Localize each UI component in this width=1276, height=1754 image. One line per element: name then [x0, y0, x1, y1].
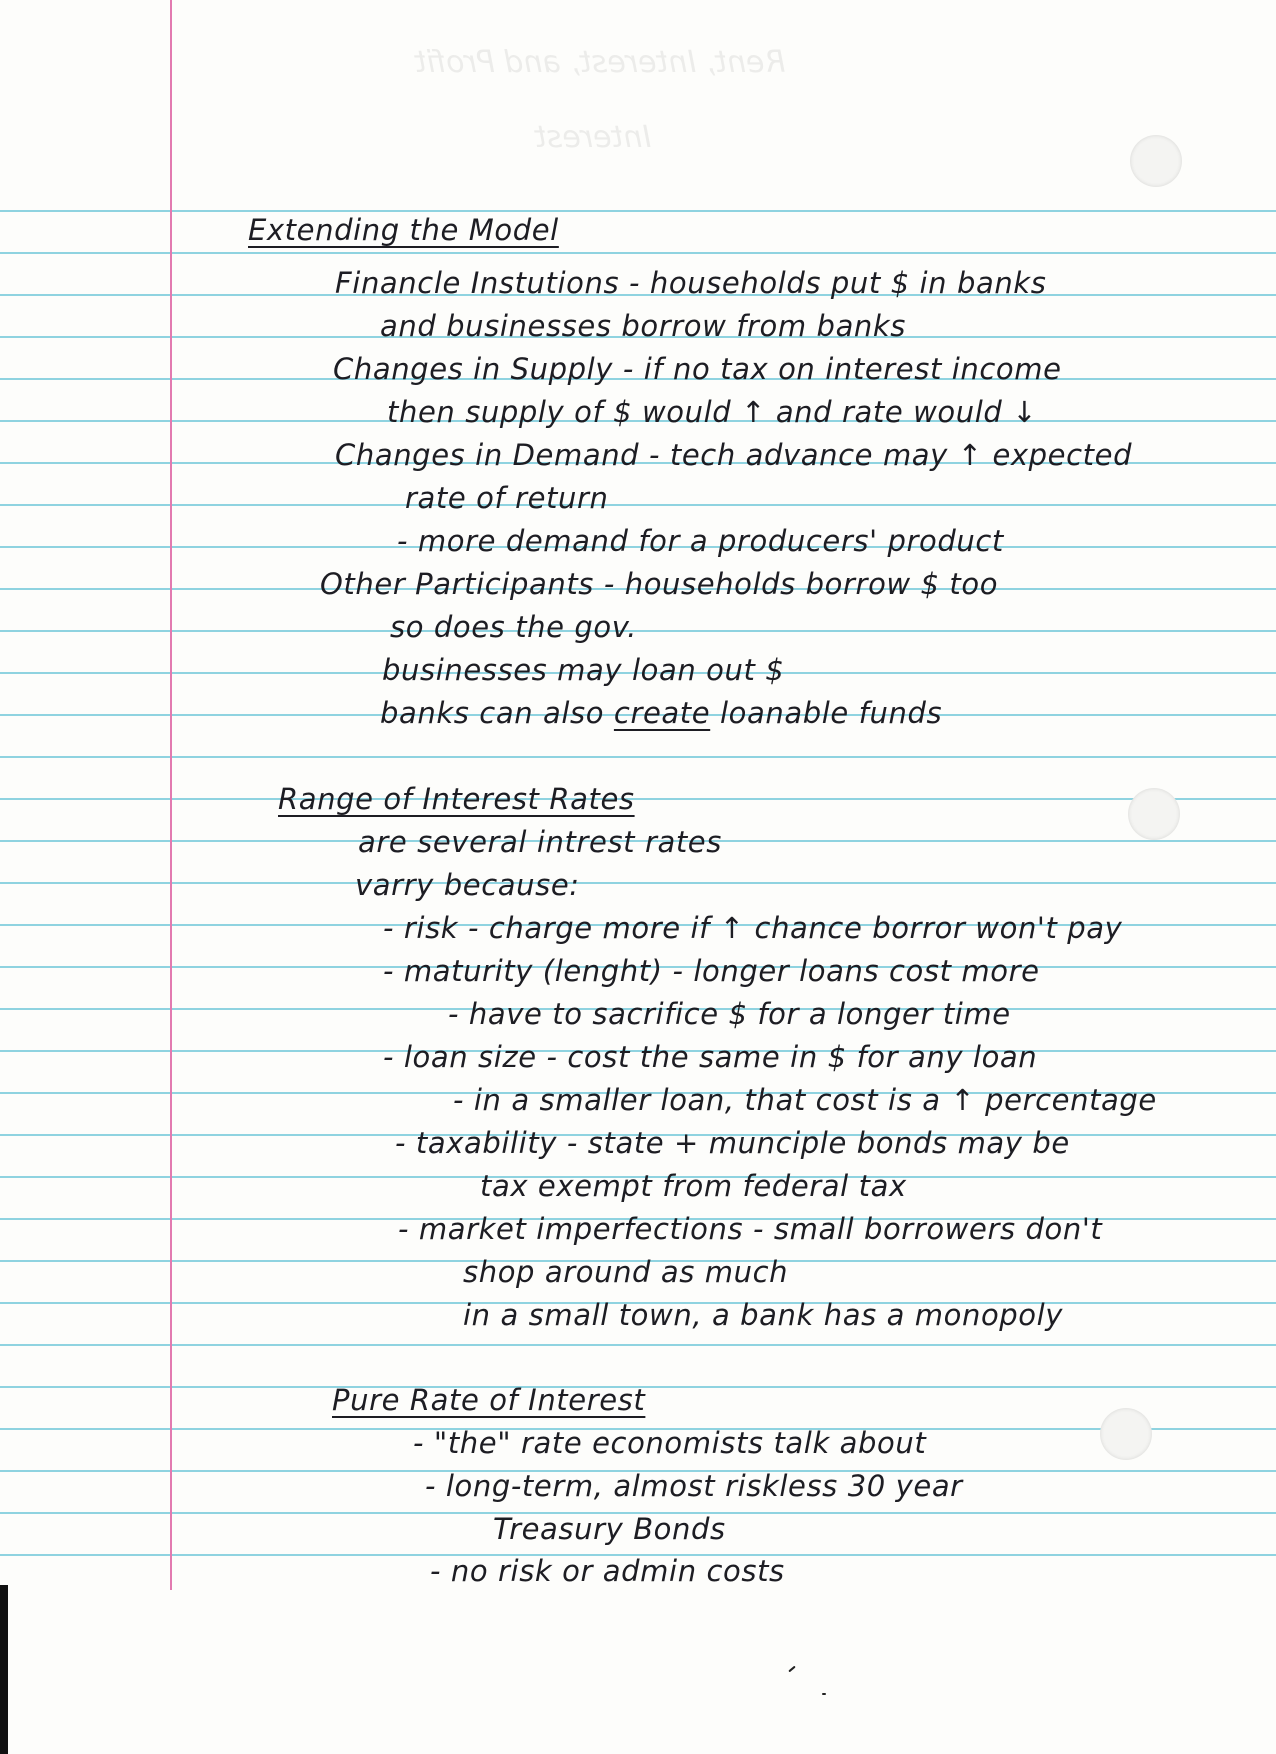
- note-line: tax exempt from federal tax: [480, 1169, 907, 1203]
- underlined-word: create: [613, 696, 711, 730]
- note-line: - risk - charge more if ↑ chance borror won't pay: [383, 911, 1123, 945]
- margin-line: [170, 0, 172, 1590]
- note-line: - loan size - cost the same in $ for any loan: [383, 1040, 1038, 1074]
- note-line: - no risk or admin costs: [430, 1554, 785, 1588]
- binder-hole: [1130, 135, 1182, 187]
- note-line: businesses may loan out $: [382, 653, 785, 687]
- bleed-through-subtitle: Interest: [535, 120, 652, 155]
- note-line: and businesses borrow from banks: [380, 309, 907, 343]
- note-line: - maturity (lenght) - longer loans cost more: [383, 954, 1040, 988]
- note-line: Financle Instutions - households put $ in banks: [335, 266, 1047, 300]
- note-text: loanable funds: [710, 696, 943, 730]
- binder-hole: [1100, 1408, 1152, 1460]
- note-line: so does the gov.: [390, 610, 637, 644]
- note-line: - more demand for a producers' product: [397, 524, 1004, 558]
- note-line: rate of return: [405, 481, 609, 515]
- note-line: [380, 693, 942, 733]
- note-line: varry because:: [355, 868, 580, 902]
- note-line: are several intrest rates: [358, 825, 722, 859]
- note-line: shop around as much: [463, 1255, 789, 1289]
- binder-hole: [1128, 788, 1180, 840]
- note-line: - "the" rate economists talk about: [413, 1426, 927, 1460]
- note-line: - in a smaller loan, that cost is a ↑ percentage: [453, 1083, 1157, 1117]
- bleed-through-title: Rent, Interest, and Profit: [415, 45, 786, 80]
- note-line: in a small town, a bank has a monopoly: [463, 1298, 1064, 1332]
- note-line: Changes in Supply - if no tax on interest income: [333, 352, 1062, 386]
- page-bottom-margin: [0, 1575, 1276, 1754]
- section-heading-extending-model: Extending the Model: [248, 213, 559, 247]
- scan-edge-shadow: [0, 1585, 8, 1754]
- note-line: - have to sacrifice $ for a longer time: [448, 997, 1011, 1031]
- note-line: Treasury Bonds: [493, 1512, 726, 1546]
- section-heading-range-of-rates: Range of Interest Rates: [278, 782, 635, 816]
- note-text: banks can also: [380, 696, 614, 730]
- section-heading-pure-rate: Pure Rate of Interest: [332, 1383, 646, 1417]
- note-line: - long-term, almost riskless 30 year: [425, 1469, 963, 1503]
- note-line: - market imperfections - small borrowers don't: [398, 1212, 1103, 1246]
- note-line: then supply of $ would ↑ and rate would ↓: [387, 395, 1038, 429]
- note-line: Other Participants - households borrow $ too: [320, 567, 999, 601]
- note-line: - taxability - state + munciple bonds may be: [395, 1126, 1070, 1160]
- note-line: Changes in Demand - tech advance may ↑ expected: [335, 438, 1133, 472]
- pen-mark: [822, 1693, 826, 1695]
